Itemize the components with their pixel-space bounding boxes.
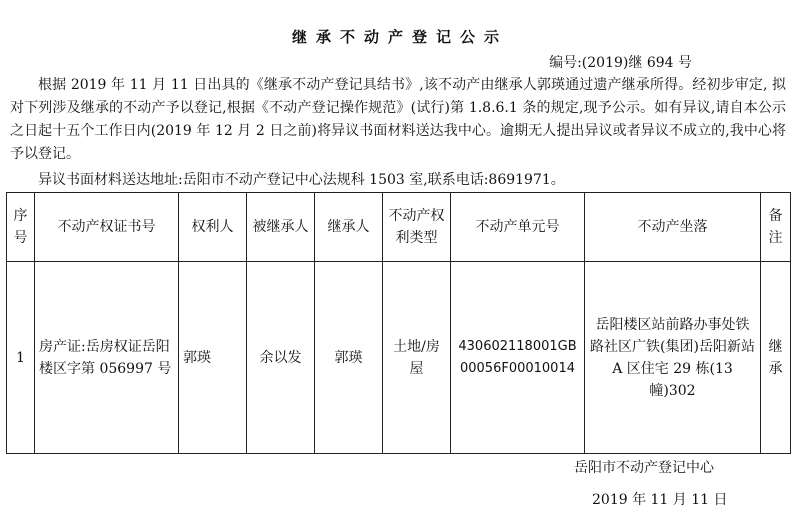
property-table	[6, 192, 791, 454]
header-heir: 继承人	[315, 193, 383, 262]
table-row	[7, 262, 791, 454]
header-unit-no: 不动产单元号	[451, 193, 585, 262]
cell-unit-no: 430602118001GB00056F00010014	[451, 262, 585, 454]
cell-right-type: 土地/房屋	[383, 262, 451, 454]
header-remark: 备注	[761, 193, 791, 262]
issuing-organization: 岳阳市不动产登记中心	[574, 460, 714, 476]
cell-location: 岳阳楼区站前路办事处铁路社区广铁(集团)岳阳新站 A 区住宅 29 栋(13 幢)302	[585, 262, 761, 454]
cell-cert-no: 房产证:岳房权证岳阳楼区字第 056997 号	[35, 262, 179, 454]
header-cert-no: 不动产权证书号	[35, 193, 179, 262]
header-seq: 序号	[7, 193, 35, 262]
issue-date: 2019 年 11 月 11 日	[592, 492, 728, 508]
objection-address: 异议书面材料送达地址:岳阳市不动产登记中心法规科 1503 室,联系电话:8691971。	[38, 172, 565, 188]
page-title: 继承不动产登记公示	[291, 28, 508, 46]
cell-remark: 继承	[761, 262, 791, 454]
header-decedent: 被继承人	[247, 193, 315, 262]
cell-owner: 郭瑛	[179, 262, 247, 454]
cell-decedent: 余以发	[247, 262, 315, 454]
document-number: 编号:(2019)继 694 号	[549, 55, 692, 71]
notice-paragraph: 根据 2019 年 11 月 11 日出具的《继承不动产登记具结书》,该不动产由继承人郭瑛通过遗产继承所得。经初步审定, 拟对下列涉及继承的不动产予以登记,根据《不动产登记操作规范》(试行)第 1.8.6.1 条的规定,现予公示。如有异议,请自本公示之日起十五个工作日内(2019 年 12 月 2 日之前)将异议书面材料送达我中心。逾期无人提出异议或者异议不成立的,我中心将予以登记。	[10, 77, 786, 162]
table-header-row	[7, 193, 791, 262]
header-location: 不动产坐落	[585, 193, 761, 262]
header-right-type: 不动产权利类型	[383, 193, 451, 262]
header-owner: 权利人	[179, 193, 247, 262]
cell-seq: 1	[7, 262, 35, 454]
cell-heir: 郭瑛	[315, 262, 383, 454]
